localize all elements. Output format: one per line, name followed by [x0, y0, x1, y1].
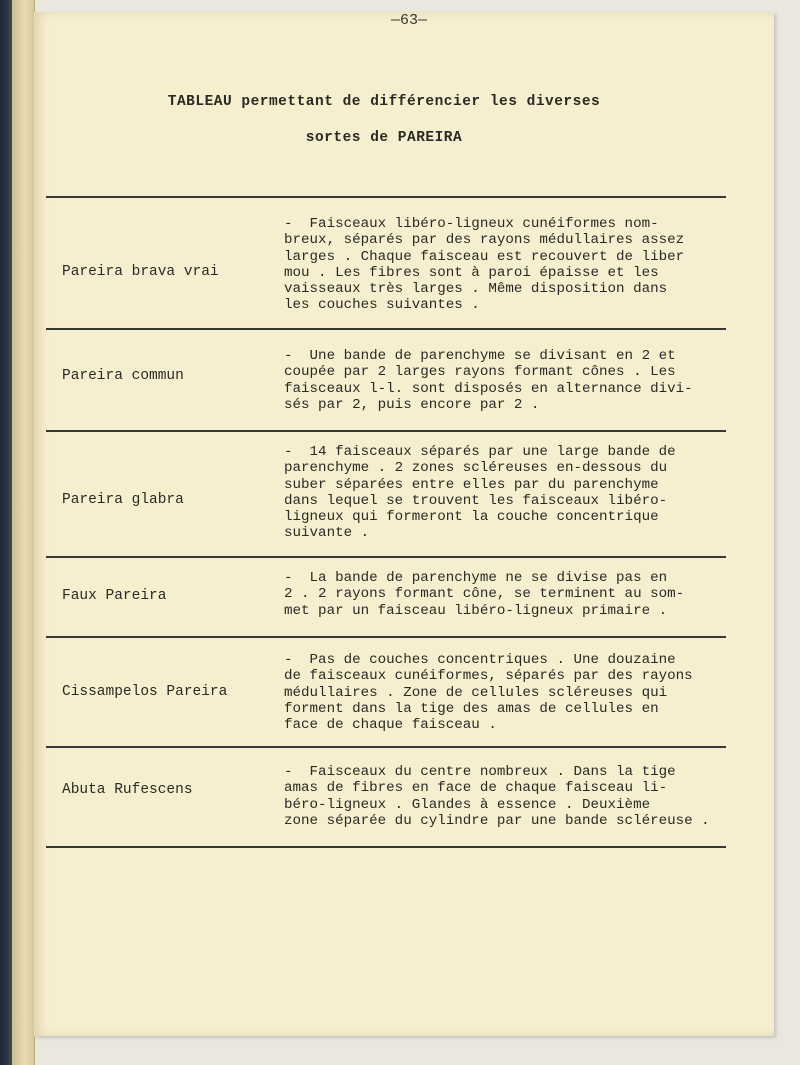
table-title-line-1: TABLEAU permettant de différencier les diverses: [167, 94, 601, 110]
row-label-abuta-rufescens: Abuta Rufescens: [62, 782, 193, 798]
table-rule: [46, 328, 726, 330]
table-title-line-2: sortes de PAREIRA: [305, 130, 463, 146]
table-rule: [46, 556, 726, 558]
row-label-pareira-glabra: Pareira glabra: [62, 492, 184, 508]
row-description-pareira-commun: - Une bande de parenchyme se divisant en 2 et coupée par 2 larges rayons formant cônes . Les faisceaux l-l. sont disposés en alternance divi- sés par 2, puis encore par 2 .: [284, 348, 693, 413]
row-description-abuta-rufescens: - Faisceaux du centre nombreux . Dans la tige amas de fibres en face de chaque faisceau li- béro-ligneux . Glandes à essence . Deuxième zone séparée du cylindre par une bande scléreuse .: [284, 764, 710, 829]
row-label-faux-pareira: Faux Pareira: [62, 588, 167, 604]
table-rule: [46, 636, 726, 638]
row-label-pareira-brava-vrai: Pareira brava vrai: [62, 264, 219, 280]
row-label-cissampelos-pareira: Cissampelos Pareira: [62, 684, 228, 700]
row-description-pareira-glabra: - 14 faisceaux séparés par une large bande de parenchyme . 2 zones scléreuses en-dessous du suber séparées entre elles par du parenchyme dans lequel se trouvent les faisceaux libéro- ligneux qui formeront la couche concentrique suivante .: [284, 444, 676, 542]
left-page-edge: [12, 0, 35, 1065]
table-rule: [46, 746, 726, 748]
row-description-cissampelos-pareira: - Pas de couches concentriques . Une douzaine de faisceaux cunéiformes, séparés par des rayons médullaires . Zone de cellules scléreuses qui forment dans la tige des amas de cellules en face de chaque faisceau .: [284, 652, 693, 734]
row-description-faux-pareira: - La bande de parenchyme ne se divise pas en 2 . 2 rayons formant cône, se terminent au som- met par un faisceau libéro-ligneux primaire .: [284, 570, 685, 619]
table-rule: [46, 846, 726, 848]
page-number: —63—: [390, 12, 427, 29]
document-page: [34, 12, 774, 1036]
book-spine: [0, 0, 12, 1065]
table-rule: [46, 430, 726, 432]
table-rule: [46, 196, 726, 198]
row-label-pareira-commun: Pareira commun: [62, 368, 184, 384]
row-description-pareira-brava-vrai: - Faisceaux libéro-ligneux cunéiformes nom- breux, séparés par des rayons médullaires assez larges . Chaque faisceau est recouvert de liber mou . Les fibres sont à paroi épaisse et les vaisseaux très larges . Même disposition dans les couches suivantes .: [284, 216, 685, 314]
